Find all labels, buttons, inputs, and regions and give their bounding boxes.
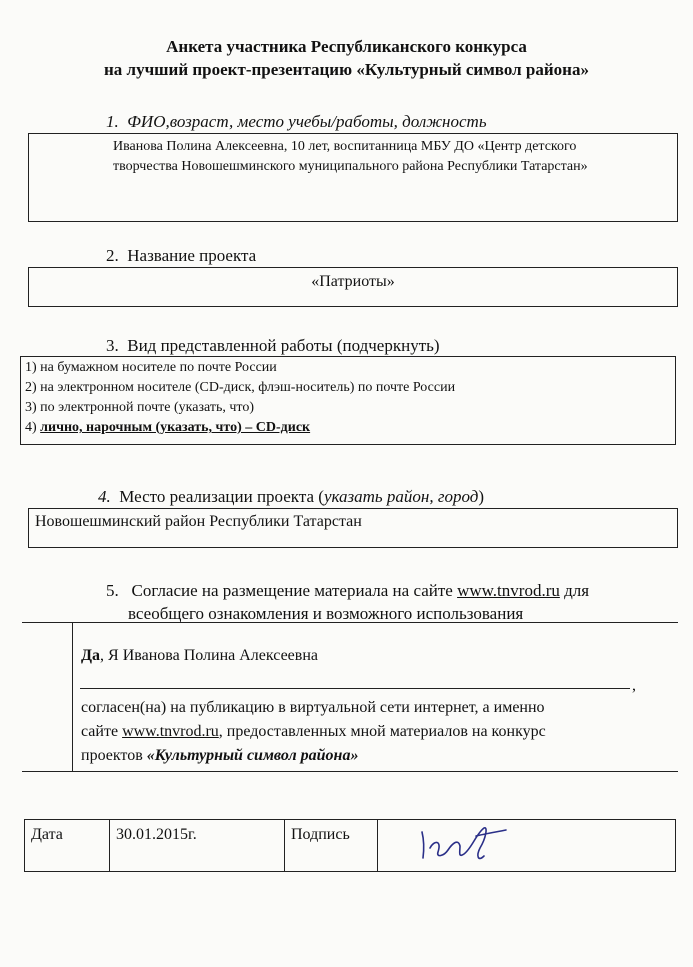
project-name-value: «Патриоты»: [311, 273, 395, 290]
signature-label: Подпись: [291, 826, 350, 843]
consent-line3-prefix: сайте: [81, 723, 123, 740]
section5-text-prefix: Согласие на размещение материала на сайте: [131, 581, 458, 600]
consent-name: , Я Иванова Полина Алексеевна: [100, 647, 318, 664]
section2-number: 2.: [106, 246, 119, 265]
section5-heading-line1: [106, 580, 589, 602]
section3-title: Вид представленной работы (подчеркнуть): [127, 336, 440, 355]
consent-line3-suffix: , предоставленных мной материалов на конкурс: [218, 723, 546, 740]
date-value: 30.01.2015г.: [116, 826, 197, 843]
option-4-prefix: 4): [25, 420, 41, 435]
section1-text-line1: Иванова Полина Алексеевна, 10 лет, воспитанница МБУ ДО «Центр детского: [113, 139, 577, 154]
consent-underline: [80, 688, 630, 689]
section1-heading: [106, 111, 487, 133]
signature-table: [24, 819, 676, 872]
section1-answer-box: [28, 133, 678, 222]
section5-number: 5.: [106, 581, 119, 600]
section4-number: 4.: [98, 487, 111, 506]
handwritten-signature-icon: [414, 818, 524, 866]
consent-line4-prefix: проектов: [81, 747, 147, 764]
section1-title: ФИО,возраст, место учебы/работы, должность: [127, 112, 487, 131]
section4-heading: [98, 486, 484, 508]
consent-box-divider: [72, 622, 73, 772]
section5-heading-line2: всеобщего ознакомления и возможного использования: [128, 604, 524, 623]
contest-title: «Культурный символ района»: [146, 747, 359, 764]
section4-answer-box: [28, 508, 678, 548]
form-title-line1: Анкета участника Республиканского конкурса: [166, 37, 527, 56]
signature-cell: [378, 820, 676, 872]
location-value: Новошешминский район Республики Татарстан: [35, 513, 362, 530]
consent-line2: согласен(на) на публикацию в виртуальной сети интернет, а именно: [81, 699, 545, 716]
section2-heading: [106, 245, 256, 267]
work-type-option-2: 2) на электронном носителе (CD-диск, флэш-носитель) по почте России: [25, 380, 456, 395]
section5-text-suffix: для: [559, 581, 590, 600]
signature-label-cell: [285, 820, 378, 872]
consent-yes: Да: [81, 647, 101, 664]
work-type-option-1: 1) на бумажном носителе по почте России: [25, 360, 277, 375]
website-link[interactable]: www.tnvrod.ru: [457, 581, 560, 600]
section2-title: Название проекта: [127, 246, 257, 265]
section1-text-line2: творчества Новошешминского муниципального района Республики Татарстан»: [113, 159, 588, 174]
consent-comma: ,: [632, 677, 636, 694]
consent-line3: [81, 721, 546, 742]
date-label: Дата: [31, 826, 63, 843]
consent-website-link[interactable]: www.tnvrod.ru: [122, 723, 219, 740]
date-label-cell: [25, 820, 110, 872]
consent-line4: [81, 745, 358, 766]
date-value-cell: [110, 820, 285, 872]
section4-title-italic: указать район, город: [323, 487, 479, 506]
option-4-text: лично, нарочным (указать, что) – CD-диск: [40, 420, 311, 435]
section4-title-plain: Место реализации проекта (: [119, 487, 324, 506]
section3-number: 3.: [106, 336, 119, 355]
section2-answer-box: [28, 267, 678, 307]
form-title-line2: на лучший проект-презентацию «Культурный символ района»: [104, 60, 589, 79]
consent-yes-line: [81, 646, 318, 666]
work-type-option-4-selected: [25, 418, 675, 438]
section3-heading: [106, 335, 440, 357]
section1-number: 1.: [106, 112, 119, 131]
section4-title-end: ): [478, 487, 485, 506]
section3-options-box: [20, 356, 676, 445]
work-type-option-3: 3) по электронной почте (указать, что): [25, 400, 254, 415]
